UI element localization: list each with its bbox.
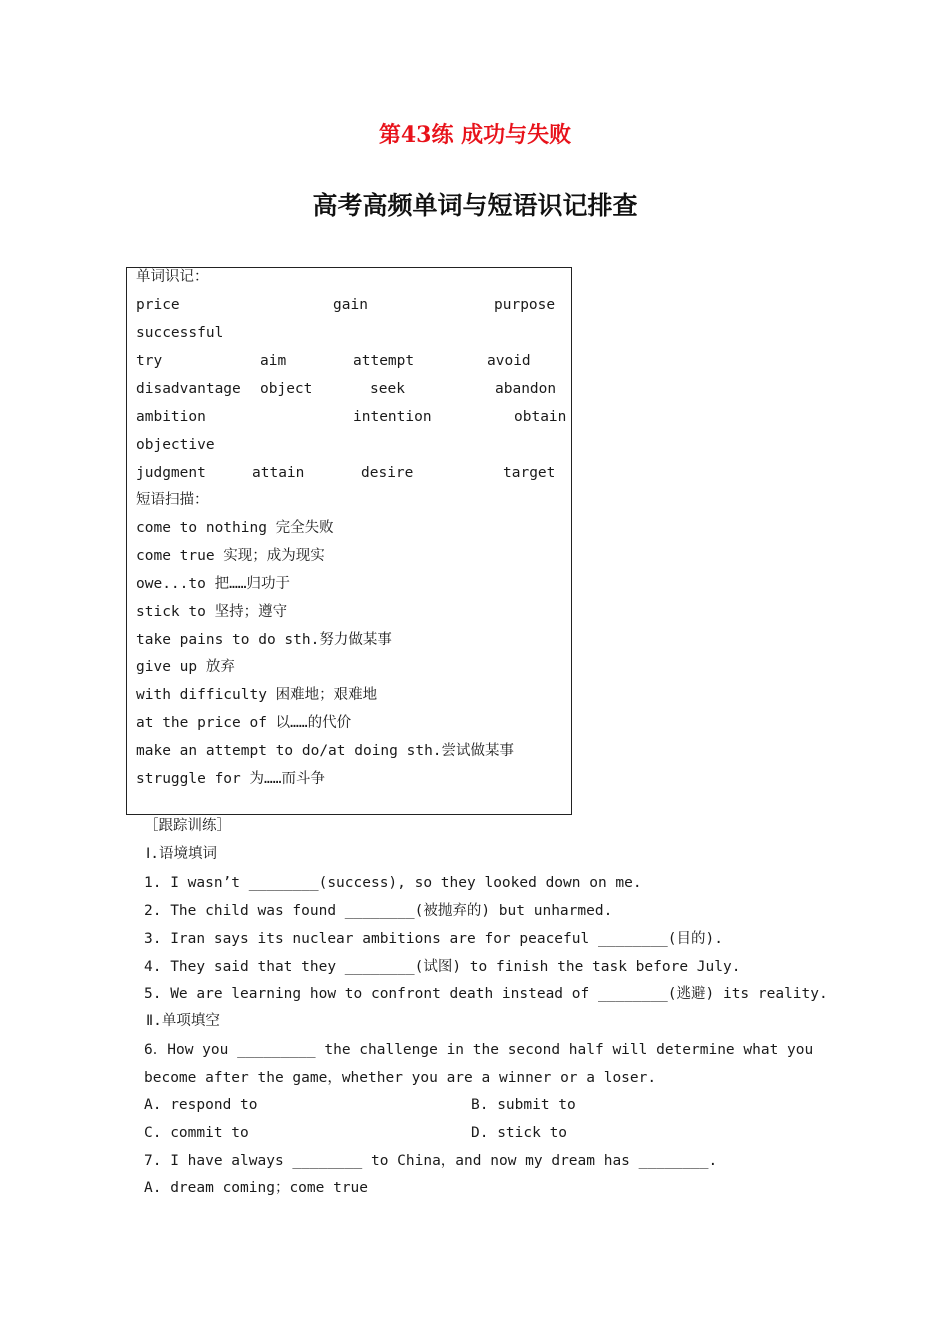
word: seek [370,381,405,397]
lesson-title: 第43练 成功与失败 [378,122,572,148]
question-item: 4. They said that they ________(试图) to finish the task before July. [144,959,741,975]
question-item: 1. I wasn’t ________(success), so they looked down on me. [144,875,642,891]
word: ambition [136,409,206,425]
option-c: C. commit to [144,1125,249,1141]
word: attempt [353,353,415,369]
question-6-line1: 6．How you _________ the challenge in the second half will determine what you [144,1042,814,1058]
phrase-item: at the price of 以……的代价 [136,715,352,731]
word: try [136,353,163,369]
question-item: 5. We are learning how to confront death instead of ________(逃避) its reality. [144,986,828,1002]
word: objective [136,437,215,453]
word: successful [136,325,224,341]
phrase-item: come true 实现；成为现实 [136,548,325,564]
phrase-item: owe...to 把……归功于 [136,576,291,592]
phrase-item: give up 放弃 [136,659,235,675]
phrase-item: stick to 坚持；遵守 [136,604,288,620]
question-6-line2: become after the game，whether you are a winner or a loser. [144,1070,657,1086]
option-a: A. dream coming；come true [144,1180,369,1196]
word: desire [361,465,414,481]
option-d: D. stick to [471,1125,568,1141]
word: intention [353,409,432,425]
section2-title: Ⅱ.单项填空 [146,1013,220,1029]
option-a: A. respond to [144,1097,258,1113]
word: abandon [495,381,557,397]
word: attain [252,465,305,481]
question-item: 2. The child was found ________(被抛弃的) but unharmed. [144,903,613,919]
question-item: 3. Iran says its nuclear ambitions are for peaceful ________(目的). [144,931,723,947]
word: avoid [487,353,531,369]
word: obtain [514,409,567,425]
word: gain [333,297,368,313]
question-7-line1: 7. I have always ________ to China，and now my dream has ________. [144,1153,718,1169]
word: purpose [494,297,556,313]
phrase-item: come to nothing 完全失败 [136,520,334,536]
option-b: B. submit to [471,1097,576,1113]
phrase-item: struggle for 为……而斗争 [136,771,325,787]
phrase-item: make an attempt to do/at doing sth.尝试做某事 [136,743,515,759]
phrase-item: with difficulty 困难地；艰难地 [136,687,378,703]
word: aim [260,353,287,369]
word: judgment [136,465,206,481]
word: price [136,297,180,313]
word: target [503,465,556,481]
section1-title: Ⅰ.语境填词 [146,846,218,862]
phrase-item: take pains to do sth.努力做某事 [136,632,392,648]
phrases-heading: 短语扫描： [136,492,209,508]
tracking-label: ［跟踪训练］ [144,818,231,834]
word: disadvantage [136,381,241,397]
main-title: 高考高频单词与短语识记排查 [312,191,638,220]
words-heading: 单词识记： [136,269,209,285]
word: object [260,381,313,397]
